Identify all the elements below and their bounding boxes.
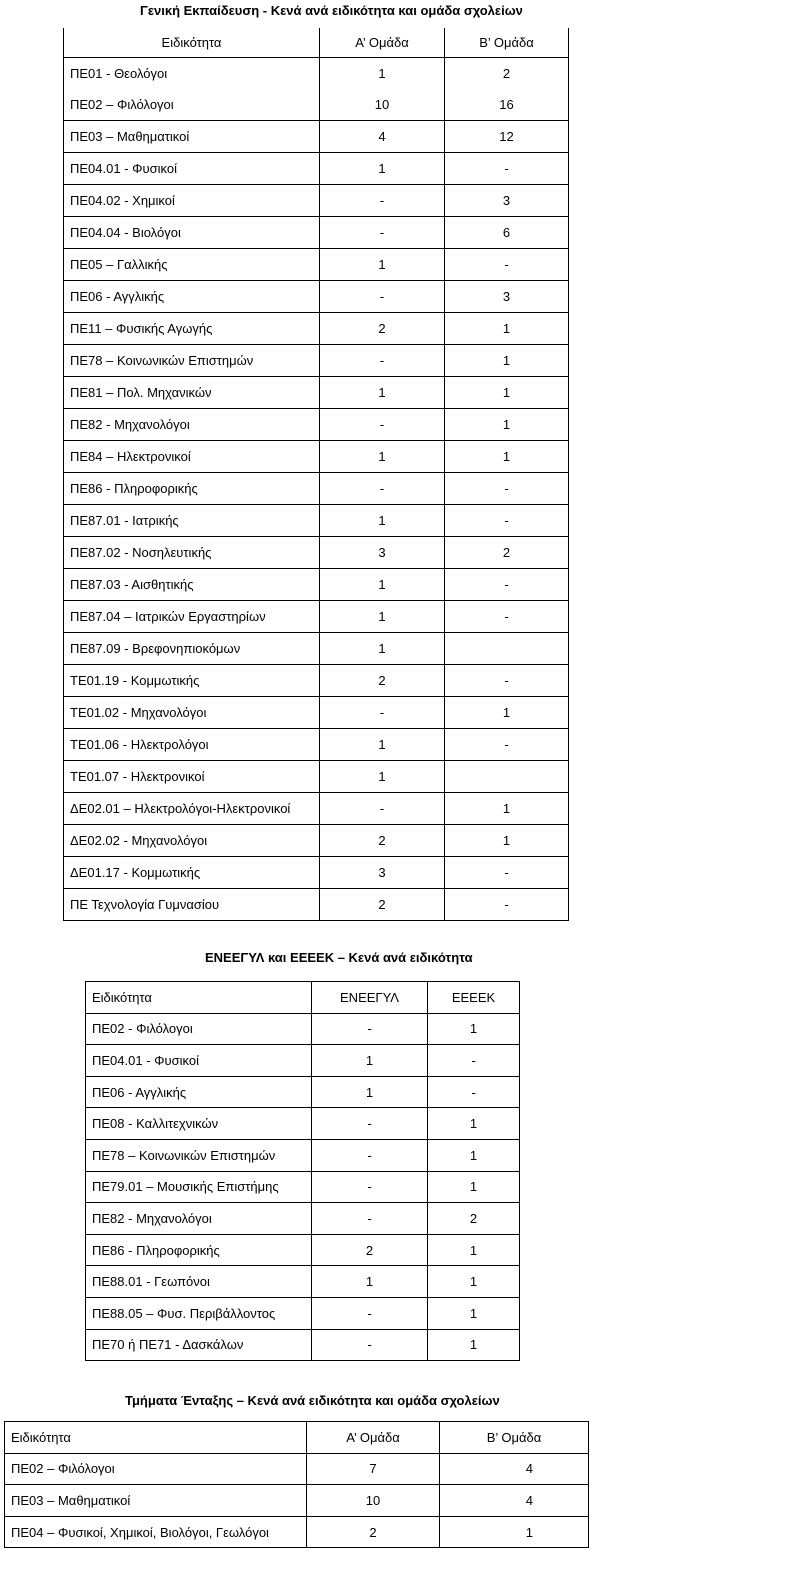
- specialty-cell: ΔΕ02.01 – Ηλεκτρολόγοι-Ηλεκτρονικοί: [64, 793, 320, 825]
- vacancy-cell: 1: [428, 1108, 520, 1140]
- column-header: Ειδικότητα: [86, 982, 312, 1014]
- vacancy-cell: -: [320, 217, 445, 249]
- specialty-cell: ΠΕ70 ή ΠΕ71 - Δασκάλων: [86, 1329, 312, 1361]
- table-row: [86, 1076, 520, 1108]
- vacancy-cell: 1: [320, 729, 445, 761]
- table-row: [86, 1329, 520, 1361]
- vacancy-cell: 2: [320, 825, 445, 857]
- specialty-cell: ΠΕ79.01 – Μουσικής Επιστήμης: [86, 1171, 312, 1203]
- vacancy-cell: 3: [445, 185, 569, 217]
- vacancy-cell: -: [445, 729, 569, 761]
- column-header: Β’ Ομάδα: [440, 1422, 589, 1454]
- table-row: [64, 249, 569, 281]
- table-header-row: [86, 982, 520, 1014]
- vacancy-cell: -: [428, 1076, 520, 1108]
- table-row: [64, 569, 569, 601]
- table-row: [64, 121, 569, 153]
- table-row: [64, 697, 569, 729]
- table-row: [64, 153, 569, 185]
- table-row: [5, 1516, 589, 1548]
- specialty-cell: ΠΕ03 – Μαθηματικοί: [5, 1485, 307, 1517]
- specialty-cell: ΠΕ87.03 - Αισθητικής: [64, 569, 320, 601]
- specialty-cell: ΠΕ08 - Καλλιτεχνικών: [86, 1108, 312, 1140]
- specialty-cell: ΠΕ04.02 - Χημικοί: [64, 185, 320, 217]
- eneegyl-eeeek-table: [85, 981, 520, 1361]
- vacancy-cell: 4: [440, 1485, 589, 1517]
- vacancy-cell: 1: [440, 1516, 589, 1548]
- vacancy-cell: -: [320, 345, 445, 377]
- vacancy-cell: 2: [428, 1203, 520, 1235]
- vacancy-cell: 1: [428, 1329, 520, 1361]
- vacancy-cell: -: [320, 793, 445, 825]
- integration-classes-table: [4, 1421, 589, 1548]
- table-row: [64, 58, 569, 90]
- section2-title: ΕΝΕΕΓΥΛ και ΕΕΕΕΚ – Κενά ανά ειδικότητα: [205, 950, 473, 965]
- table-row: [64, 377, 569, 409]
- table-row: [64, 601, 569, 633]
- specialty-cell: ΠΕ86 - Πληροφορικής: [86, 1234, 312, 1266]
- vacancy-cell: 7: [307, 1453, 440, 1485]
- vacancy-cell: [445, 633, 569, 665]
- specialty-cell: ΠΕ11 – Φυσικής Αγωγής: [64, 313, 320, 345]
- table-row: [64, 537, 569, 569]
- specialty-cell: ΠΕ Τεχνολογία Γυμνασίου: [64, 889, 320, 921]
- column-header: ΕΝΕΕΓΥΛ: [312, 982, 428, 1014]
- specialty-cell: ΠΕ84 – Ηλεκτρονικοί: [64, 441, 320, 473]
- specialty-cell: ΠΕ01 - Θεολόγοι: [64, 58, 320, 90]
- vacancy-cell: 1: [445, 697, 569, 729]
- section1-title: Γενική Εκπαίδευση - Κενά ανά ειδικότητα και ομάδα σχολείων: [140, 3, 523, 18]
- vacancy-cell: -: [312, 1013, 428, 1045]
- table-row: [5, 1485, 589, 1517]
- vacancy-cell: 1: [428, 1266, 520, 1298]
- vacancy-cell: 1: [312, 1266, 428, 1298]
- vacancy-cell: 1: [320, 601, 445, 633]
- vacancy-cell: 1: [445, 377, 569, 409]
- table-row: [64, 441, 569, 473]
- vacancy-cell: -: [312, 1297, 428, 1329]
- table-row: [5, 1453, 589, 1485]
- table-row: [86, 1171, 520, 1203]
- table-header-row: [64, 28, 569, 58]
- vacancy-cell: -: [445, 505, 569, 537]
- specialty-cell: ΤΕ01.07 - Ηλεκτρονικοί: [64, 761, 320, 793]
- vacancy-cell: 2: [320, 665, 445, 697]
- vacancy-cell: -: [320, 281, 445, 313]
- column-header: ΕΕΕΕΚ: [428, 982, 520, 1014]
- vacancy-cell: -: [320, 185, 445, 217]
- specialty-cell: ΠΕ88.01 - Γεωπόνοι: [86, 1266, 312, 1298]
- table-row: [64, 889, 569, 921]
- vacancy-cell: -: [428, 1045, 520, 1077]
- vacancy-cell: 1: [428, 1234, 520, 1266]
- table-row: [64, 473, 569, 505]
- vacancy-cell: -: [312, 1171, 428, 1203]
- vacancy-cell: 10: [320, 89, 445, 121]
- vacancy-cell: -: [445, 601, 569, 633]
- vacancy-cell: 1: [320, 153, 445, 185]
- vacancy-cell: 1: [320, 569, 445, 601]
- table-row: [64, 281, 569, 313]
- table-header-row: [5, 1422, 589, 1454]
- vacancy-cell: [445, 761, 569, 793]
- vacancy-cell: -: [445, 857, 569, 889]
- specialty-cell: ΠΕ04.01 - Φυσικοί: [64, 153, 320, 185]
- table-row: [86, 1203, 520, 1235]
- vacancy-cell: 3: [320, 857, 445, 889]
- column-header: Α’ Ομάδα: [320, 28, 445, 58]
- vacancy-cell: -: [320, 697, 445, 729]
- specialty-cell: ΠΕ87.04 – Ιατρικών Εργαστηρίων: [64, 601, 320, 633]
- specialty-cell: ΠΕ06 - Αγγλικής: [86, 1076, 312, 1108]
- vacancy-cell: 1: [445, 825, 569, 857]
- table-row: [64, 857, 569, 889]
- vacancy-cell: 10: [307, 1485, 440, 1517]
- specialty-cell: ΠΕ87.02 - Νοσηλευτικής: [64, 537, 320, 569]
- vacancy-cell: 3: [445, 281, 569, 313]
- vacancy-cell: -: [445, 153, 569, 185]
- vacancy-cell: -: [320, 409, 445, 441]
- table-row: [64, 313, 569, 345]
- vacancy-cell: 2: [445, 537, 569, 569]
- table-row: [64, 89, 569, 121]
- specialty-cell: ΠΕ87.09 - Βρεφονηπιοκόμων: [64, 633, 320, 665]
- vacancy-cell: 1: [428, 1013, 520, 1045]
- specialty-cell: ΔΕ02.02 - Μηχανολόγοι: [64, 825, 320, 857]
- table-row: [86, 1108, 520, 1140]
- specialty-cell: ΠΕ05 – Γαλλικής: [64, 249, 320, 281]
- vacancy-cell: 2: [312, 1234, 428, 1266]
- vacancy-cell: 1: [445, 345, 569, 377]
- vacancy-cell: 1: [320, 633, 445, 665]
- table-row: [64, 761, 569, 793]
- vacancy-cell: -: [445, 889, 569, 921]
- specialty-cell: ΤΕ01.19 - Κομμωτικής: [64, 665, 320, 697]
- specialty-cell: ΠΕ81 – Πολ. Μηχανικών: [64, 377, 320, 409]
- specialty-cell: ΤΕ01.06 - Ηλεκτρολόγοι: [64, 729, 320, 761]
- vacancy-cell: -: [445, 665, 569, 697]
- column-header: Α’ Ομάδα: [307, 1422, 440, 1454]
- table-row: [86, 1139, 520, 1171]
- specialty-cell: ΠΕ86 - Πληροφορικής: [64, 473, 320, 505]
- column-header: Ειδικότητα: [5, 1422, 307, 1454]
- vacancy-cell: 1: [312, 1076, 428, 1108]
- specialty-cell: ΠΕ04.04 - Βιολόγοι: [64, 217, 320, 249]
- specialty-cell: ΠΕ88.05 – Φυσ. Περιβάλλοντος: [86, 1297, 312, 1329]
- specialty-cell: ΠΕ06 - Αγγλικής: [64, 281, 320, 313]
- vacancy-cell: 2: [320, 889, 445, 921]
- vacancy-cell: 2: [307, 1516, 440, 1548]
- specialty-cell: ΔΕ01.17 - Κομμωτικής: [64, 857, 320, 889]
- column-header: Β’ Ομάδα: [445, 28, 569, 58]
- vacancy-cell: 1: [320, 249, 445, 281]
- table-row: [64, 825, 569, 857]
- vacancy-cell: 1: [320, 58, 445, 90]
- vacancy-cell: -: [445, 473, 569, 505]
- vacancy-cell: 16: [445, 89, 569, 121]
- section3-title: Τμήματα Ένταξης – Κενά ανά ειδικότητα και ομάδα σχολείων: [125, 1393, 500, 1408]
- vacancy-cell: 6: [445, 217, 569, 249]
- vacancy-cell: -: [312, 1108, 428, 1140]
- vacancy-cell: 1: [445, 441, 569, 473]
- specialty-cell: ΠΕ02 – Φιλόλογοι: [64, 89, 320, 121]
- vacancy-cell: 3: [320, 537, 445, 569]
- vacancy-cell: -: [312, 1139, 428, 1171]
- vacancy-cell: -: [445, 569, 569, 601]
- table-row: [64, 633, 569, 665]
- table-row: [64, 505, 569, 537]
- table-row: [64, 345, 569, 377]
- table-row: [64, 185, 569, 217]
- vacancy-cell: 1: [445, 409, 569, 441]
- vacancy-cell: 1: [320, 441, 445, 473]
- specialty-cell: ΠΕ02 – Φιλόλογοι: [5, 1453, 307, 1485]
- vacancy-cell: 1: [428, 1297, 520, 1329]
- vacancy-cell: 1: [428, 1139, 520, 1171]
- specialty-cell: ΤΕ01.02 - Μηχανολόγοι: [64, 697, 320, 729]
- vacancy-cell: 2: [445, 58, 569, 90]
- table-row: [64, 217, 569, 249]
- table-row: [86, 1013, 520, 1045]
- vacancy-cell: 1: [445, 313, 569, 345]
- specialty-cell: ΠΕ87.01 - Ιατρικής: [64, 505, 320, 537]
- vacancy-cell: 1: [320, 505, 445, 537]
- specialty-cell: ΠΕ04 – Φυσικοί, Χημικοί, Βιολόγοι, Γεωλόγοι: [5, 1516, 307, 1548]
- specialty-cell: ΠΕ82 - Μηχανολόγοι: [86, 1203, 312, 1235]
- vacancy-cell: 1: [445, 793, 569, 825]
- specialty-cell: ΠΕ82 - Μηχανολόγοι: [64, 409, 320, 441]
- vacancy-cell: -: [312, 1203, 428, 1235]
- table-row: [86, 1297, 520, 1329]
- vacancy-cell: 1: [428, 1171, 520, 1203]
- vacancy-cell: 1: [320, 761, 445, 793]
- vacancy-cell: 1: [312, 1045, 428, 1077]
- column-header: Ειδικότητα: [64, 28, 320, 58]
- table-row: [64, 409, 569, 441]
- vacancy-cell: 4: [320, 121, 445, 153]
- specialty-cell: ΠΕ02 - Φιλόλογοι: [86, 1013, 312, 1045]
- table-row: [86, 1045, 520, 1077]
- table-row: [64, 729, 569, 761]
- specialty-cell: ΠΕ78 – Κοινωνικών Επιστημών: [64, 345, 320, 377]
- specialty-cell: ΠΕ78 – Κοινωνικών Επιστημών: [86, 1139, 312, 1171]
- table-row: [86, 1234, 520, 1266]
- vacancy-cell: 1: [320, 377, 445, 409]
- vacancy-cell: -: [312, 1329, 428, 1361]
- vacancy-cell: 2: [320, 313, 445, 345]
- vacancy-cell: 4: [440, 1453, 589, 1485]
- table-row: [86, 1266, 520, 1298]
- vacancy-cell: -: [320, 473, 445, 505]
- vacancy-cell: -: [445, 249, 569, 281]
- general-education-table: [63, 28, 569, 921]
- vacancy-cell: 12: [445, 121, 569, 153]
- specialty-cell: ΠΕ04.01 - Φυσικοί: [86, 1045, 312, 1077]
- table-row: [64, 665, 569, 697]
- table-row: [64, 793, 569, 825]
- specialty-cell: ΠΕ03 – Μαθηματικοί: [64, 121, 320, 153]
